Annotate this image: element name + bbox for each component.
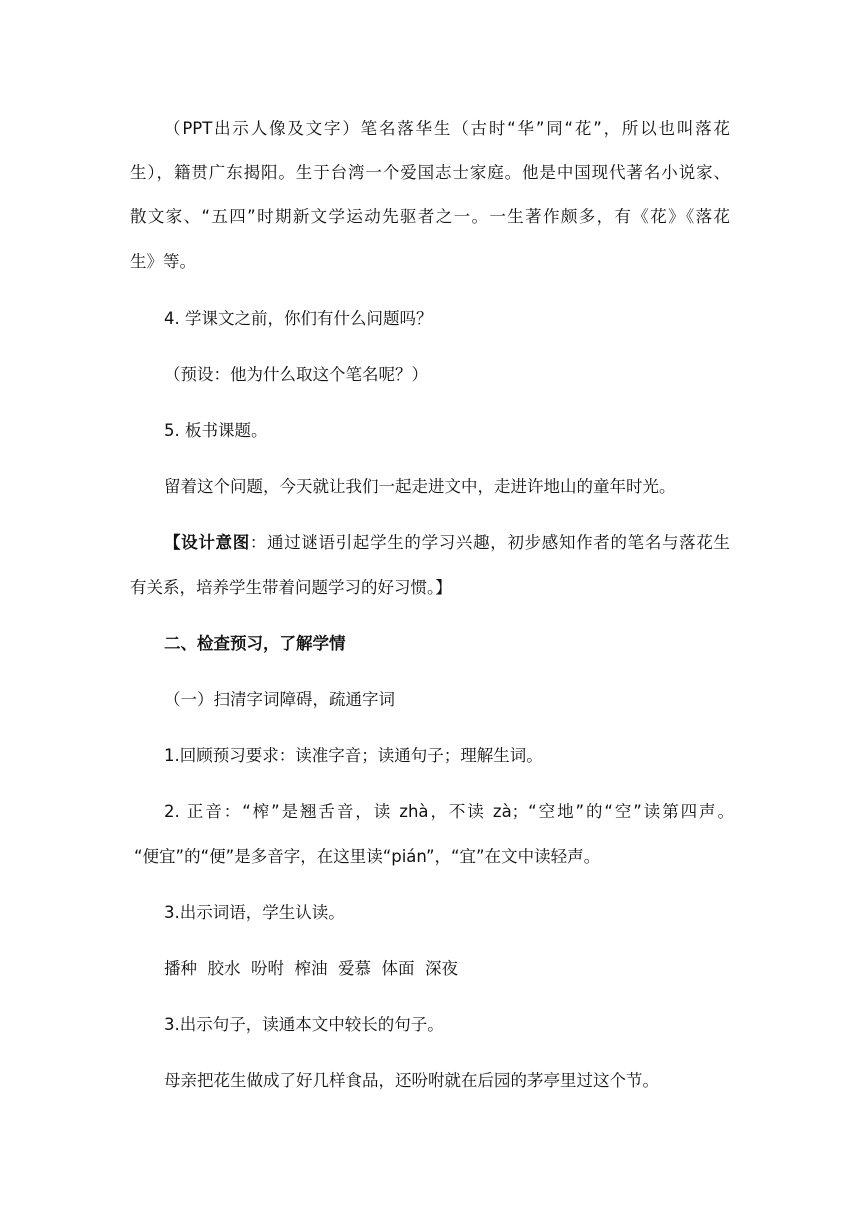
design-intent-line-2: 有关系，培养学生带着问题学习的好习惯。】 [130,578,452,597]
vocabulary-words: 播种 胶水 吩咐 榨油 爱慕 体面 深夜 [164,959,458,978]
show-sentences-instruction: 3.出示句子，读通本文中较长的句子。 [164,1015,444,1034]
intro-line-1: （PPT出示人像及文字）笔名落华生（古时“华”同“花”，所以也叫落花 [164,119,730,138]
pronunciation-line-2: “便宜”的“便”是多音字，在这里读“pián”，“宜”在文中读轻声。 [134,847,601,866]
design-intent-label: 【设计意图 [164,533,250,552]
design-intent-text: ：通过谜语引起学生的学习兴趣，初步感知作者的笔名与落花生 [249,533,730,552]
design-intent-line-1 [164,532,730,554]
leave-question-paragraph: 留着这个问题，今天就让我们一起走进文中，走进许地山的童年时光。 [164,477,676,496]
intro-line-3: 散文家、“五四”时期新文学运动先驱者之一。一生著作颇多，有《花》《落花 [130,207,730,226]
subsection-1-heading: （一）扫清字词障碍，疏通字词 [164,690,395,709]
step-4-question: 4. 学课文之前，你们有什么问题吗？ [164,309,433,328]
step-5-title: 5. 板书课题。 [164,421,268,440]
intro-line-4: 生》等。 [130,252,196,271]
section-2-heading: 二、检查预习，了解学情 [164,634,346,653]
example-sentence: 母亲把花生做成了好几样食品，还吩咐就在后园的茅亭里过这个节。 [164,1071,659,1090]
preset-answer: （预设：他为什么取这个笔名呢？） [164,365,428,384]
intro-line-2: 生），籍贯广东揭阳。生于台湾一个爱国志士家庭。他是中国现代著名小说家、 [130,163,730,182]
show-words-instruction: 3.出示词语，学生认读。 [164,903,345,922]
pronunciation-line-1: 2. 正音：“榨”是翘舌音，读 zhà，不读 zà；“空地”的“空”读第四声。 [164,802,734,821]
review-requirements: 1.回顾预习要求：读准字音；读通句子；理解生词。 [164,746,543,765]
